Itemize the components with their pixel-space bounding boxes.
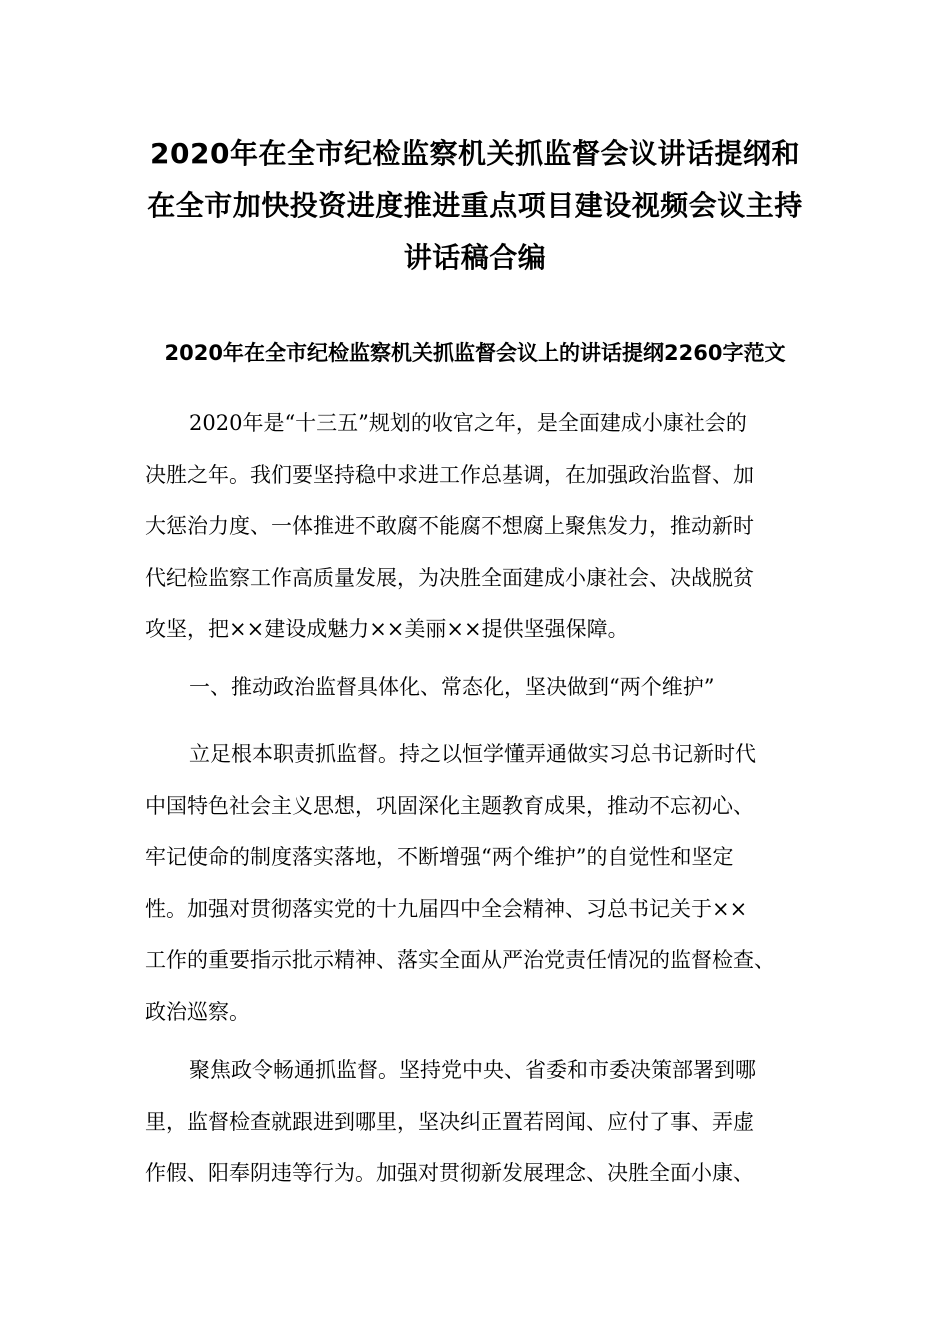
paragraph-line: 性。加强对贯彻落实党的十九届四中全会精神、习总书记关于×× <box>145 896 748 921</box>
section-subtitle: 2020年在全市纪检监察机关抓监督会议上的讲话提纲2260字范文 <box>164 341 786 365</box>
paragraph-line: 大惩治力度、一体推进不敢腐不能腐不想腐上聚焦发力，推动新时 <box>145 514 754 538</box>
paragraph-line: 里，监督检查就跟进到哪里，坚决纠正置若罔闻、应付了事、弄虚 <box>145 1109 754 1134</box>
paragraph-policy <box>145 1045 805 1200</box>
paragraph-line: 攻坚，把××建设成魅力××美丽××提供坚强保障。 <box>145 617 629 641</box>
paragraph-line: 中国特色社会主义思想，巩固深化主题教育成果，推动不忘初心、 <box>145 793 754 818</box>
paragraph-line: 政治巡察。 <box>145 999 250 1024</box>
paragraph-responsibility <box>145 729 805 1038</box>
paragraph-line: 工作的重要指示批示精神、落实全面从严治党责任情况的监督检查、 <box>145 948 775 972</box>
document-title <box>100 128 850 284</box>
paragraph-line: 立足根本职责抓监督。持之以恒学懂弄通做实习总书记新时代 <box>189 742 756 766</box>
paragraph-line: 牢记使命的制度落实落地，不断增强“两个维护”的自觉性和坚定 <box>145 845 734 869</box>
paragraph-intro <box>145 398 805 656</box>
title-line: 在全市加快投资进度推进重点项目建设视频会议主持 <box>147 189 803 222</box>
paragraph-line: 2020年是“十三五”规划的收官之年，是全面建成小康社会的 <box>189 411 747 435</box>
paragraph-line: 作假、阳奉阴违等行为。加强对贯彻新发展理念、决胜全面小康、 <box>145 1161 754 1185</box>
heading-line: 一、推动政治监督具体化、常态化，坚决做到“两个维护” <box>189 675 715 699</box>
section-heading <box>145 662 805 714</box>
paragraph-line: 聚焦政令畅通抓监督。坚持党中央、省委和市委决策部署到哪 <box>189 1058 756 1082</box>
paragraph-line: 决胜之年。我们要坚持稳中求进工作总基调，在加强政治监督、加 <box>145 462 754 487</box>
title-line: 讲话稿合编 <box>403 241 547 274</box>
title-line: 2020年在全市纪检监察机关抓监督会议讲话提纲和 <box>150 137 800 170</box>
paragraph-line: 代纪检监察工作高质量发展，为决胜全面建成小康社会、决战脱贫 <box>145 565 754 590</box>
